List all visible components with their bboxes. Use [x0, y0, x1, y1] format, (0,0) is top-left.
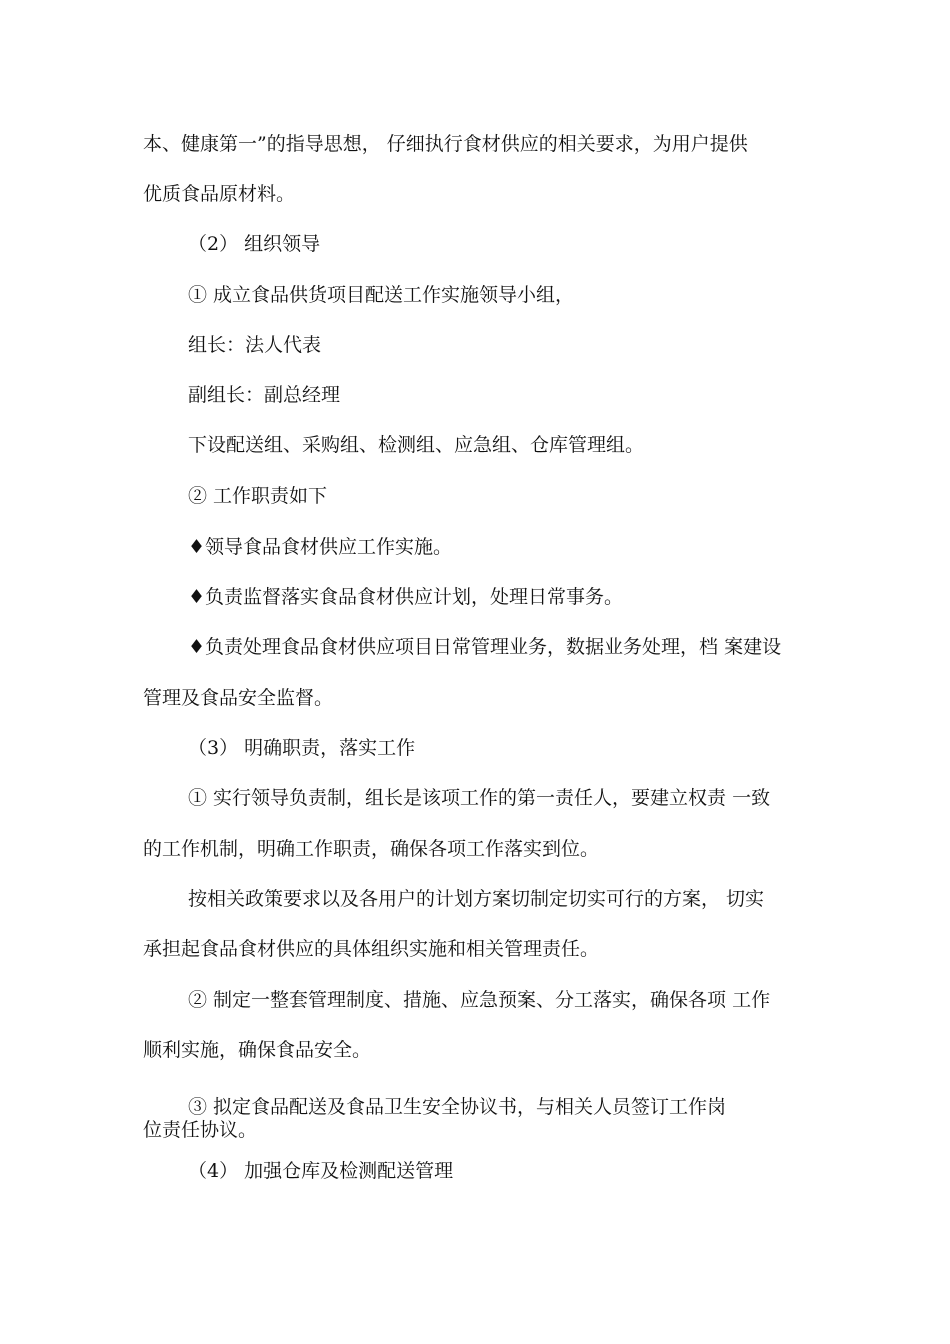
text-line: ① 成立食品供货项目配送工作实施领导小组， — [188, 284, 575, 306]
text-line: ② 制定一整套管理制度、措施、应急预案、分工落实，确保各项 工作 — [188, 989, 771, 1011]
text-line: 副组长：副总经理 — [188, 384, 341, 406]
text-line: 优质食品原材料。 — [143, 183, 296, 205]
text-line: 的工作机制，明确工作职责，确保各项工作落实到位。 — [143, 838, 600, 860]
bullet-item: ♦负责监督落实食品食材供应计划，处理日常事务。 — [188, 586, 624, 608]
text-line: ① 实行领导负责制，组长是该项工作的第一责任人，要建立权责 一致 — [188, 787, 771, 809]
text-line: ③ 拟定食品配送及食品卫生安全协议书，与相关人员签订工作岗 — [188, 1096, 727, 1118]
text-line: 下设配送组、采购组、检测组、应急组、仓库管理组。 — [188, 434, 645, 456]
text-line: 本、健康第一”的指导思想， 仔细执行食材供应的相关要求，为用户提供 — [143, 133, 748, 155]
bullet-item: ♦负责处理食品食材供应项目日常管理业务，数据业务处理，档 案建设 — [188, 636, 782, 658]
section-heading: （2） 组织领导 — [188, 233, 321, 255]
text-line: 位责任协议。 — [143, 1119, 258, 1141]
text-line: 组长：法人代表 — [188, 334, 322, 356]
text-line: ② 工作职责如下 — [188, 485, 328, 507]
section-heading: （3） 明确职责，落实工作 — [188, 737, 416, 759]
text-line: 按相关政策要求以及各用户的计划方案切制定切实可行的方案， 切实 — [188, 888, 765, 910]
text-line: 承担起食品食材供应的具体组织实施和相关管理责任。 — [143, 938, 600, 960]
text-line: 管理及食品安全监督。 — [143, 687, 334, 709]
bullet-item: ♦领导食品食材供应工作实施。 — [188, 536, 453, 558]
section-heading: （4） 加强仓库及检测配送管理 — [188, 1160, 454, 1182]
text-line: 顺利实施，确保食品安全。 — [143, 1039, 372, 1061]
